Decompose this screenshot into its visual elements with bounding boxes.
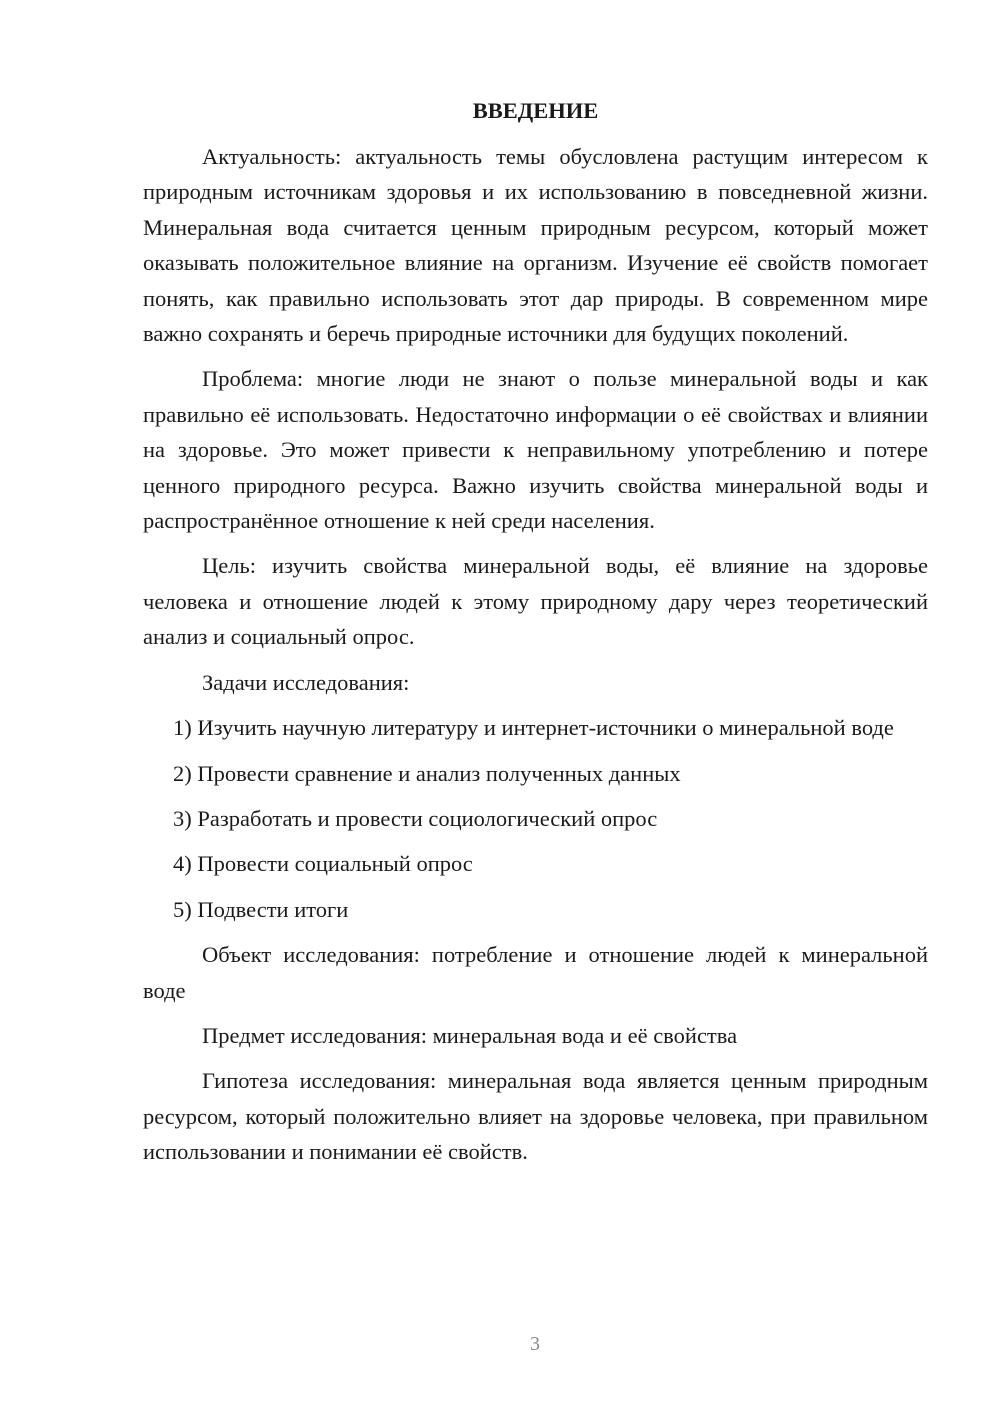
paragraph-goal: Цель: изучить свойства минеральной воды, её влияние на здоровье человека и отношение людей к этому природному дару через теоретический анализ и социальный опрос. — [143, 553, 928, 650]
paragraph-problem: Проблема: многие люди не знают о пользе минеральной воды и как правильно её использовать. Недостаточно информации о её свойствах и влиянии на здоровье. Это может привести к неправильному употреблению и потере ценного природного ресурса. Важно изучить свойства минеральной воды и распространённое отношение к ней среди населения. — [143, 366, 928, 534]
task-item-5: 5) Подвести итоги — [173, 896, 349, 922]
paragraph-subject: Предмет исследования: минеральная вода и её свойства — [202, 1022, 738, 1048]
task-item-1: 1) Изучить научную литературу и интернет-источники о минеральной воде — [173, 715, 894, 741]
task-item-4: 4) Провести социальный опрос — [173, 851, 473, 877]
tasks-heading: Задачи исследования: — [202, 669, 410, 695]
task-item-2: 2) Провести сравнение и анализ полученных данных — [173, 760, 681, 786]
paragraph-relevance: Актуальность: актуальность темы обусловлена растущим интересом к природным источникам здоровья и их использованию в повседневной жизни. Минеральная вода считается ценным природным ресурсом, который может оказывать положительное влияние на организм. Изучение её свойств помогает понять, как правильно использовать этот дар природы. В современном мире важно сохранять и беречь природные источники для будущих поколений. — [143, 144, 928, 347]
task-item-3: 3) Разработать и провести социологический опрос — [173, 805, 658, 831]
paragraph-object: Объект исследования: потребление и отношение людей к минеральной воде — [143, 942, 928, 1003]
paragraph-hypothesis: Гипотеза исследования: минеральная вода является ценным природным ресурсом, который положительно влияет на здоровье человека, при правильном использовании и понимании её свойств. — [143, 1068, 928, 1165]
page-content — [143, 95, 928, 1180]
tasks-list — [143, 710, 928, 927]
section-title: ВВЕДЕНИЕ — [472, 98, 599, 123]
page-number: 3 — [530, 1333, 540, 1355]
